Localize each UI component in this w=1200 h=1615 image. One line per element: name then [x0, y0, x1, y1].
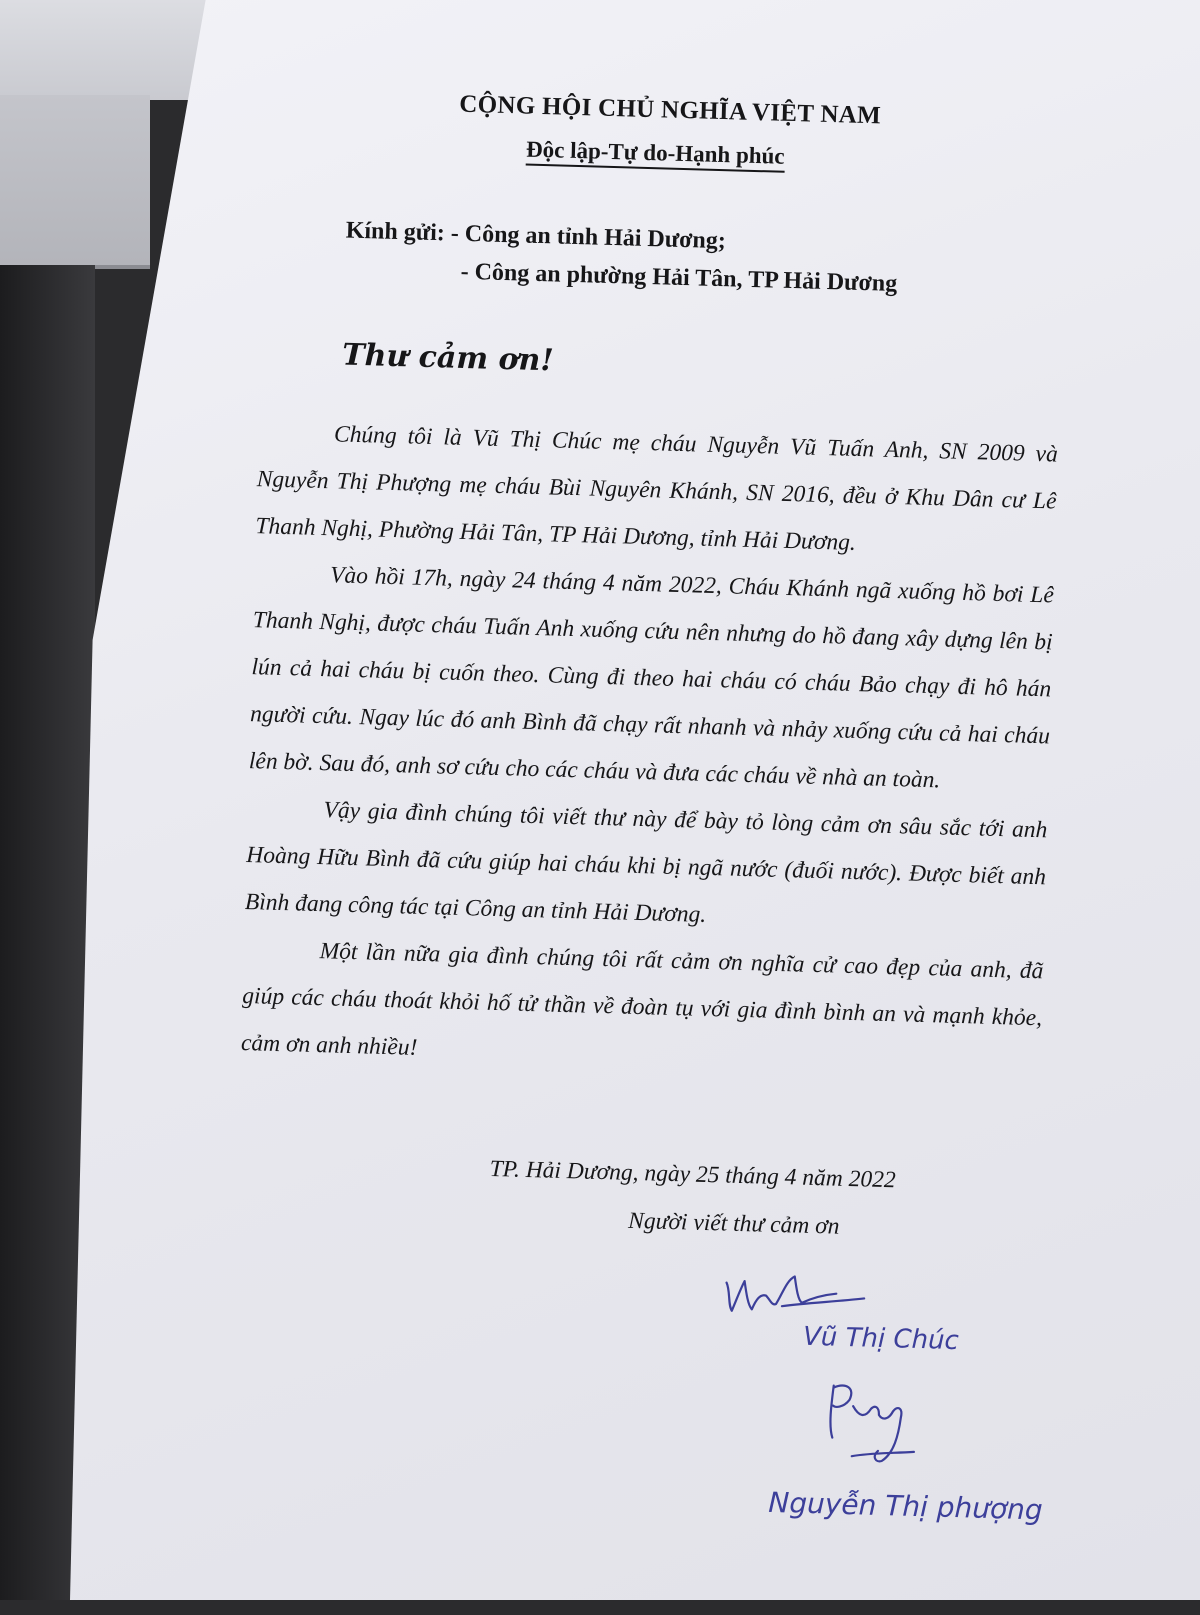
signer-role: Người viết thư cảm ơn: [627, 1207, 840, 1240]
signature-underline-1: [782, 1296, 864, 1308]
recipient-item: - Công an tỉnh Hải Dương;: [450, 220, 727, 255]
recipients-label: Kính gửi:: [345, 217, 446, 247]
recipient-item: - Công an phường Hải Tân, TP Hải Dương: [460, 258, 898, 297]
signature-underline-2: [852, 1450, 914, 1458]
handwritten-signatures: [679, 1251, 1107, 1563]
national-title: CỘNG HỘI CHỦ NGHĨA VIỆT NAM: [458, 90, 882, 130]
paragraph: Chúng tôi là Vũ Thị Chúc mẹ cháu Nguyễn Vũ Tuấn Anh, SN 2009 và Nguyễn Thị Phượng mẹ cháu Bùi Nguyên Khánh, SN 2016, đều ở Khu Dân cư Lê Thanh Nghị, Phường Hải Tân, TP Hải Dương, tỉnh Hải Dương.: [255, 421, 1059, 556]
letter-title: Thư cảm ơn!: [341, 337, 554, 379]
recipients-block: [344, 212, 899, 303]
signature-name-2: Nguyễn Thị phượng: [767, 1485, 1044, 1527]
paragraph: Vậy gia đình chúng tôi viết thư này để bày tỏ lòng cảm ơn sâu sắc tới anh Hoàng Hữu Bình đã cứu giúp hai cháu khi bị ngã nước (đuối nước). Được biết anh Bình đang công tác tại Công an tỉnh Hải Dương.: [244, 797, 1048, 928]
paragraph: Một lần nữa gia đình chúng tôi rất cảm ơn nghĩa cử cao đẹp của anh, đã giúp các cháu thoát khỏi hố tử thần về đoàn tụ với gia đình bình an và mạnh khỏe, cảm ơn anh nhiều!: [240, 938, 1044, 1061]
paragraph: Vào hồi 17h, ngày 24 tháng 4 năm 2022, Cháu Khánh ngã xuống hồ bơi Lê Thanh Nghị, được cháu Tuấn Anh xuống cứu nên nhưng do hồ đang xây dựng lên bị lún cả hai cháu bị cuốn theo. Cùng đi theo hai cháu có cháu Bảo chạy đi hô hán người cứu. Ngay lúc đó anh Bình đã chạy rất nhanh và nhảy xuống cứu cả hai cháu lên bờ. Sau đó, anh sơ cứu cho các cháu và đưa các cháu về nhà an toàn.: [248, 562, 1055, 794]
signature-name-1: Vũ Thị Chúc: [802, 1321, 960, 1357]
place-date: TP. Hải Dương, ngày 25 tháng 4 năm 2022: [489, 1155, 897, 1194]
signature-stroke-2: [829, 1385, 902, 1462]
national-motto: Độc lập-Tự do-Hạnh phúc: [526, 137, 785, 173]
signature-stroke-1: [726, 1275, 837, 1314]
letter-body: [240, 409, 1058, 1089]
